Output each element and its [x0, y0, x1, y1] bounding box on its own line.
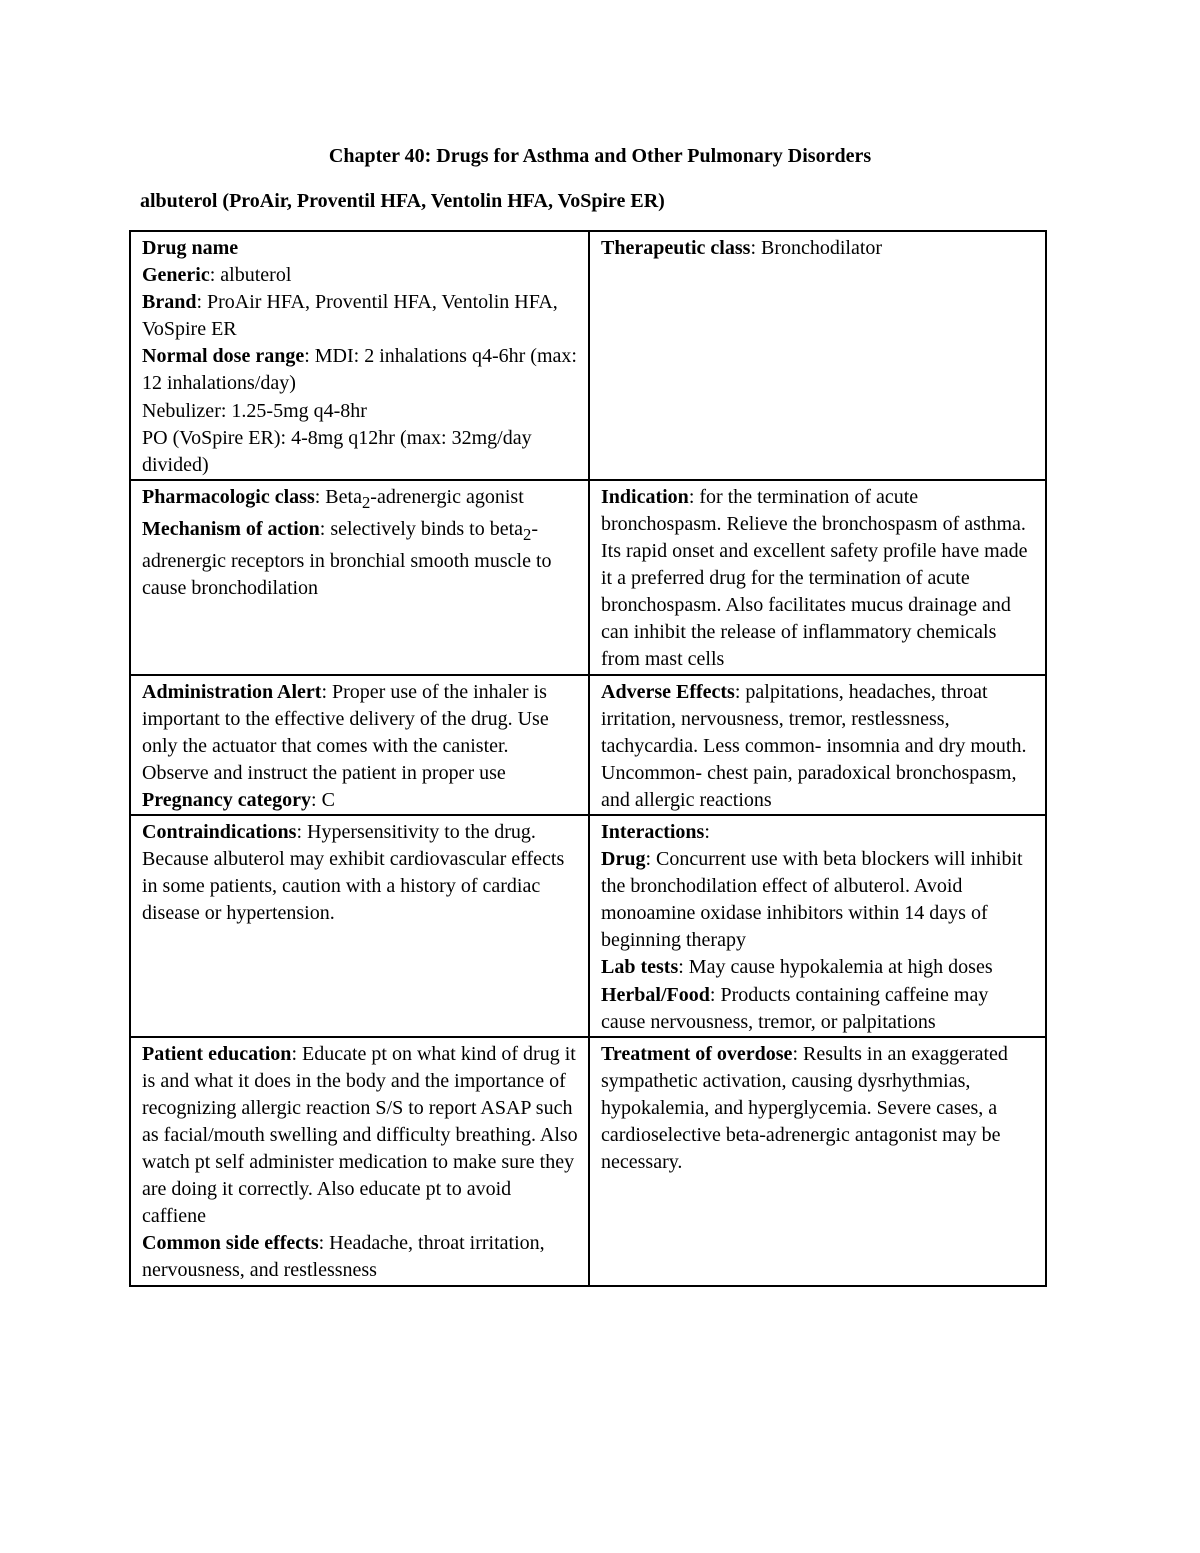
dose-range-entry	[142, 343, 579, 397]
pregnancy-value: : C	[311, 788, 335, 811]
brand-entry	[142, 289, 579, 343]
herbal-food-entry	[601, 982, 1036, 1036]
administration-entry	[142, 679, 579, 787]
administration-label: Administration Alert	[142, 680, 322, 703]
therapeutic-class-value: : Bronchodilator	[750, 237, 883, 259]
adverse-effects-cell	[589, 675, 1046, 815]
pharmacologic-entry	[142, 484, 579, 516]
lab-tests-label: Lab tests	[601, 956, 679, 979]
lab-tests-entry	[601, 954, 1036, 981]
brand-label: Brand	[142, 291, 197, 314]
patient-education-value: : Educate pt on what kind of drug it is and what it does in the body and the importance of recognizing allergic reaction S/S to report ASAP such as facial/mouth swelling and difficulty breathing. Also watch pt self administer medication to make sure they are doing it correctly. Also educate pt to avoid caffiene	[142, 1042, 578, 1228]
indication-label: Indication	[601, 485, 689, 508]
side-effects-value: : Headache, throat irritation, nervousness, and restlessness	[142, 1232, 545, 1282]
patient-education-cell	[130, 1037, 589, 1286]
administration-cell	[130, 675, 589, 815]
page-title: Chapter 40: Drugs for Asthma and Other Pulmonary Disorders	[328, 145, 872, 167]
subscript: 2	[523, 524, 532, 544]
pharmacologic-cell	[130, 480, 589, 675]
drug-info-table	[129, 230, 1047, 1287]
generic-value: : albuterol	[209, 264, 292, 287]
herbal-food-label: Herbal/Food	[601, 983, 710, 1006]
drug-interaction-value: : Concurrent use with beta blockers will inhibit the bronchodilation effect of albuterol. Avoid monoamine oxidase inhibitors within 14 days of beginning therapy	[601, 848, 1023, 952]
nebulizer-dose: Nebulizer: 1.25-5mg q4-8hr	[142, 399, 367, 422]
adverse-effects-value: : palpitations, headaches, throat irritation, nervousness, tremor, restlessness, tachycardia. Less common- insomnia and dry mouth. Uncommon- chest pain, paradoxical bronchospasm, and allergic reactions	[601, 680, 1027, 811]
brand-value: : ProAir HFA, Proventil HFA, Ventolin HFA, VoSpire ER	[142, 291, 558, 341]
patient-education-label: Patient education	[142, 1042, 292, 1065]
adverse-effects-label: Adverse Effects	[601, 680, 735, 703]
mechanism-entry	[142, 516, 579, 602]
mechanism-value: : selectively binds to beta	[319, 517, 524, 540]
mechanism-value-end: -adrenergic receptors in bronchial smooth muscle to cause bronchodilation	[142, 517, 552, 600]
subscript: 2	[361, 492, 371, 512]
interactions-label: Interactions	[601, 820, 705, 843]
drug-interaction-label: Drug	[601, 848, 646, 871]
dose-range-label: Normal dose range	[142, 345, 305, 368]
contraindications-label: Contraindications	[142, 820, 297, 843]
table-row	[130, 480, 1046, 675]
contraindications-value: : Hypersensitivity to the drug. Because albuterol may exhibit cardiovascular effects in some patients, caution with a history of cardiac disease or hypertension.	[142, 820, 565, 925]
drug-interaction-entry	[601, 846, 1036, 954]
side-effects-entry	[142, 1230, 579, 1284]
contraindications-cell	[130, 815, 589, 1037]
overdose-label: Treatment of overdose	[601, 1042, 793, 1065]
lab-tests-value: : May cause hypokalemia at high doses	[678, 956, 993, 979]
interactions-colon: :	[704, 820, 710, 843]
overdose-value: : Results in an exaggerated sympathetic activation, causing dysrhythmias, hypokalemia, and hyperglycemia. Severe cases, a cardioselective beta-adrenergic antagonist may be necessary.	[601, 1042, 1008, 1174]
generic-label: Generic	[142, 264, 210, 287]
pregnancy-entry	[142, 787, 579, 814]
table-row	[130, 231, 1046, 480]
mechanism-label: Mechanism of action	[142, 517, 320, 540]
administration-value: : Proper use of the inhaler is important to the effective delivery of the drug. Use only the actuator that comes with the canister. Observe and instruct the patient in proper use	[142, 680, 549, 784]
pharmacologic-class-value: : Beta	[314, 485, 362, 508]
interactions-cell	[589, 815, 1046, 1037]
overdose-cell	[589, 1037, 1046, 1286]
table-row	[130, 815, 1046, 1037]
indication-value: : for the termination of acute bronchospasm. Relieve the bronchospasm of asthma. Its rapid onset and excellent safety profile have made it a preferred drug for the termination of acute bronchospasm. Also facilitates mucus drainage and can inhibit the release of inflammatory chemicals from mast cells	[601, 485, 1028, 671]
side-effects-label: Common side effects	[142, 1232, 319, 1255]
table-row	[130, 675, 1046, 815]
pharmacologic-class-label: Pharmacologic class	[142, 485, 315, 508]
therapeutic-class-label: Therapeutic class	[601, 237, 751, 259]
generic-entry	[142, 262, 579, 289]
indication-cell	[589, 480, 1046, 675]
dose-range-value: : MDI: 2 inhalations q4-6hr (max: 12 inhalations/day)	[142, 345, 577, 395]
drug-name-label: Drug name	[142, 237, 239, 259]
patient-education-entry	[142, 1041, 579, 1231]
table-row	[130, 1037, 1046, 1286]
herbal-food-value: : Products containing caffeine may cause nervousness, tremor, or palpitations	[601, 983, 989, 1033]
therapeutic-class-cell	[589, 231, 1046, 480]
interactions-heading	[601, 819, 1036, 846]
pharmacologic-class-value-end: -adrenergic agonist	[370, 485, 524, 508]
drug-heading: albuterol (ProAir, Proventil HFA, Ventolin HFA, VoSpire ER)	[140, 190, 665, 212]
po-dose: PO (VoSpire ER): 4-8mg q12hr (max: 32mg/day divided)	[142, 426, 532, 476]
pregnancy-label: Pregnancy category	[142, 788, 312, 811]
drug-name-cell	[130, 231, 589, 480]
